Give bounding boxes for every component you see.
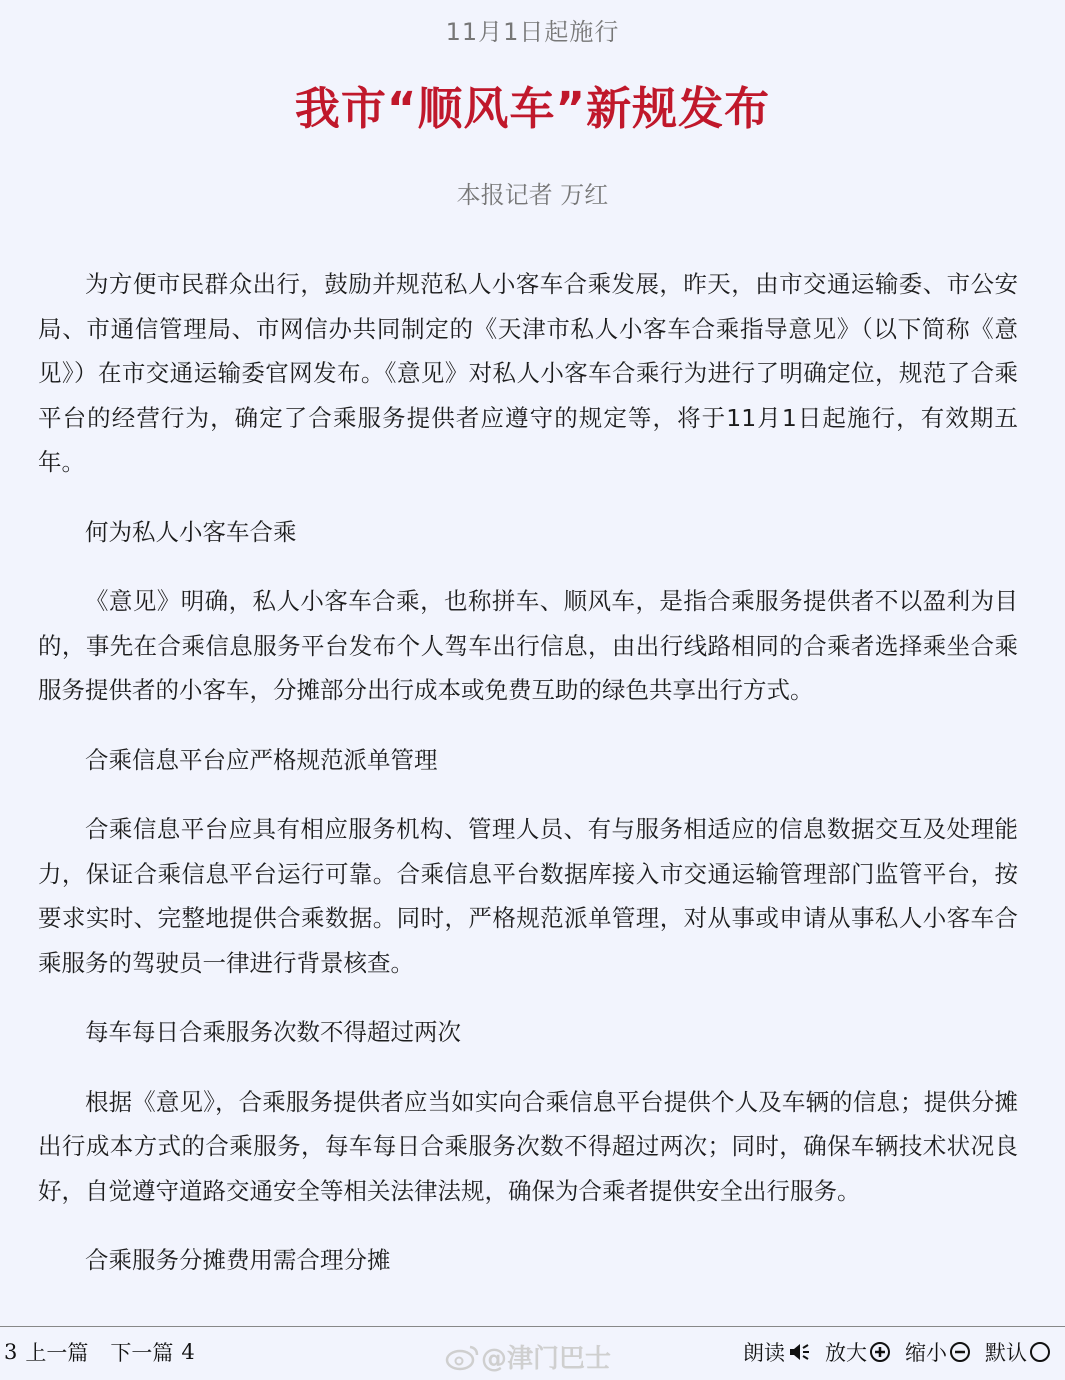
paragraph-4: 根据《意见》，合乘服务提供者应当如实向合乘信息平台提供个人及车辆的信息；提供分摊出行成本方式的合乘服务，每车每日合乘服务次数不得超过两次；同时，确保车辆技术状况良好，自觉遵守道路交通安全等相关法律法规，确保为合乘者提供安全出行服务。	[38, 1087, 1018, 1205]
read-aloud-label: 朗读	[743, 1341, 785, 1365]
zoom-in-button[interactable]	[825, 1337, 891, 1367]
weibo-logo-icon	[445, 1343, 481, 1371]
reader-tools	[729, 1337, 1051, 1367]
prev-page-number[interactable]: 3	[4, 1340, 18, 1364]
paragraph-1: 为方便市民群众出行，鼓励并规范私人小客车合乘发展，昨天，由市交通运输委、市公安局、市通信管理局、市网信办共同制定的《天津市私人小客车合乘指导意见》（以下简称《意见》）在市交通运输委官网发布。《意见》对私人小客车合乘行为进行了明确定位，规范了合乘平台的经营行为，确定了合乘服务提供者应遵守的规定等，将于11月1日起施行，有效期五年。	[38, 270, 1018, 476]
read-aloud-button[interactable]	[743, 1337, 811, 1367]
article-body	[38, 262, 1018, 1283]
section-heading-3: 每车每日合乘服务次数不得超过两次	[85, 1018, 461, 1046]
watermark-text: @津门巴士	[481, 1344, 612, 1374]
section-heading-4: 合乘服务分摊费用需合理分摊	[85, 1246, 391, 1274]
paragraph-3: 合乘信息平台应具有相应服务机构、管理人员、有与服务相适应的信息数据交互及处理能力，保证合乘信息平台运行可靠。合乘信息平台数据库接入市交通运输管理部门监管平台，按要求实时、完整地提供合乘数据。同时，严格规范派单管理，对从事或申请从事私人小客车合乘服务的驾驶员一律进行背景核查。	[38, 815, 1018, 977]
article-subtitle: 11月1日起施行	[445, 18, 620, 46]
weibo-watermark	[445, 1338, 611, 1375]
default-size-button[interactable]	[985, 1337, 1051, 1367]
next-page-number[interactable]: 4	[181, 1340, 195, 1364]
article-title: 我市“顺风车”新规发布	[294, 82, 771, 135]
paragraph-2: 《意见》明确，私人小客车合乘，也称拼车、顺风车，是指合乘服务提供者不以盈利为目的，事先在合乘信息服务平台发布个人驾车出行信息，由出行线路相同的合乘者选择乘坐合乘服务提供者的小客车，分摊部分出行成本或免费互助的绿色共享出行方式。	[38, 587, 1018, 704]
circle-icon	[1029, 1341, 1051, 1363]
page-navigation	[4, 1337, 195, 1367]
prev-article-link[interactable]: 上一篇	[25, 1341, 89, 1365]
zoom-in-label: 放大	[825, 1341, 867, 1365]
speaker-icon	[787, 1340, 811, 1364]
minus-circle-icon	[949, 1341, 971, 1363]
section-heading-1: 何为私人小客车合乘	[85, 517, 297, 546]
plus-circle-icon	[869, 1341, 891, 1363]
default-size-label: 默认	[985, 1341, 1027, 1365]
section-heading-2: 合乘信息平台应严格规范派单管理	[85, 745, 438, 774]
zoom-out-button[interactable]	[905, 1337, 971, 1367]
zoom-out-label: 缩小	[905, 1341, 947, 1365]
article-byline: 本报记者 万红	[456, 181, 609, 209]
next-article-link[interactable]: 下一篇	[110, 1341, 174, 1365]
